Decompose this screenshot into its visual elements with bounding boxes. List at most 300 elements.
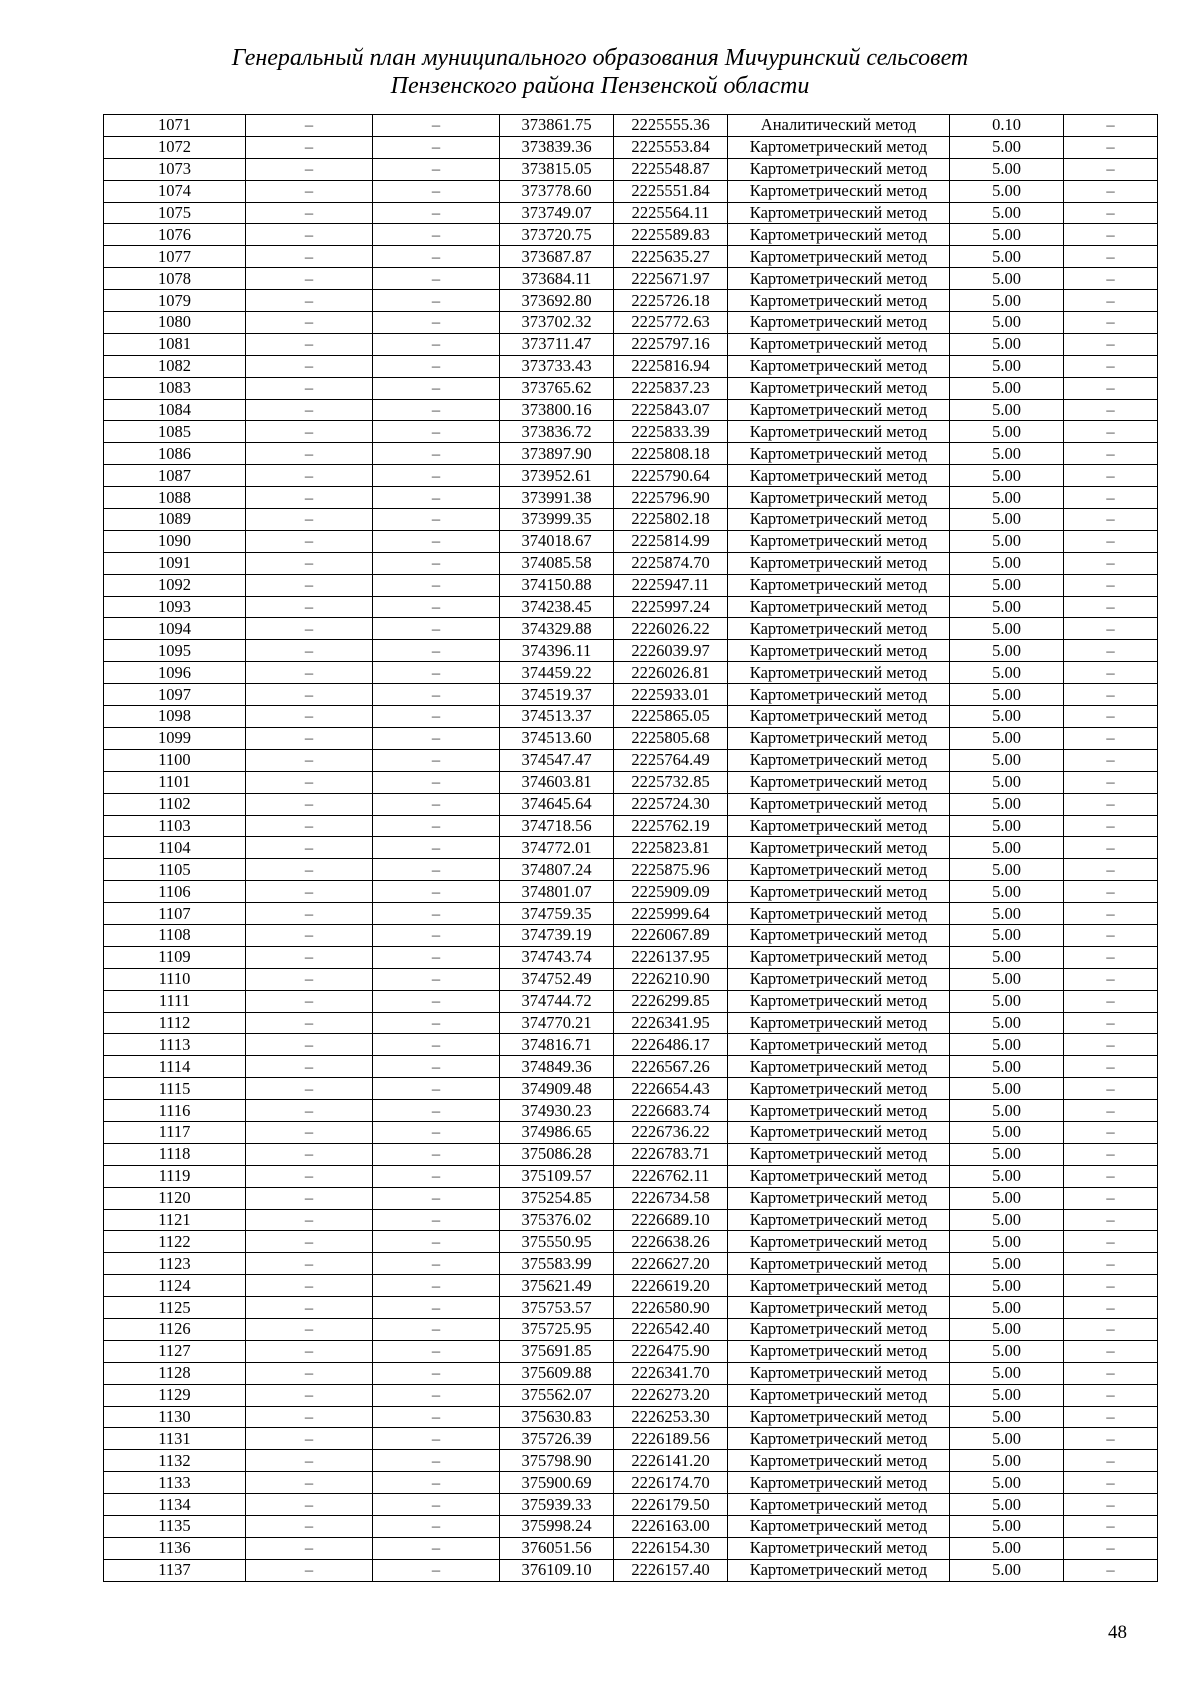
accuracy-cell: 5.00 <box>950 1406 1064 1428</box>
accuracy-cell: 5.00 <box>950 946 1064 968</box>
x-coordinate-cell: 375998.24 <box>500 1516 614 1538</box>
method-cell: Картометрический метод <box>728 706 950 728</box>
y-coordinate-cell: 2226736.22 <box>614 1121 728 1143</box>
empty-col8-cell: – <box>1064 333 1158 355</box>
x-coordinate-cell: 374743.74 <box>500 946 614 968</box>
table-row <box>104 903 1158 925</box>
method-cell: Картометрический метод <box>728 1472 950 1494</box>
point-number-cell: 1082 <box>104 355 246 377</box>
accuracy-cell: 5.00 <box>950 1121 1064 1143</box>
table-row <box>104 377 1158 399</box>
x-coordinate-cell: 374150.88 <box>500 574 614 596</box>
empty-col2-cell: – <box>246 640 373 662</box>
method-cell: Картометрический метод <box>728 684 950 706</box>
empty-col3-cell: – <box>373 115 500 137</box>
y-coordinate-cell: 2225732.85 <box>614 771 728 793</box>
point-number-cell: 1077 <box>104 246 246 268</box>
x-coordinate-cell: 375086.28 <box>500 1143 614 1165</box>
empty-col3-cell: – <box>373 1494 500 1516</box>
point-number-cell: 1079 <box>104 290 246 312</box>
point-number-cell: 1099 <box>104 727 246 749</box>
point-number-cell: 1126 <box>104 1318 246 1340</box>
y-coordinate-cell: 2225589.83 <box>614 224 728 246</box>
x-coordinate-cell: 374459.22 <box>500 662 614 684</box>
empty-col2-cell: – <box>246 158 373 180</box>
empty-col8-cell: – <box>1064 1231 1158 1253</box>
point-number-cell: 1123 <box>104 1253 246 1275</box>
point-number-cell: 1118 <box>104 1143 246 1165</box>
point-number-cell: 1127 <box>104 1340 246 1362</box>
point-number-cell: 1080 <box>104 312 246 334</box>
x-coordinate-cell: 374513.60 <box>500 727 614 749</box>
accuracy-cell: 5.00 <box>950 859 1064 881</box>
method-cell: Картометрический метод <box>728 1406 950 1428</box>
empty-col2-cell: – <box>246 377 373 399</box>
y-coordinate-cell: 2225762.19 <box>614 815 728 837</box>
method-cell: Картометрический метод <box>728 771 950 793</box>
point-number-cell: 1101 <box>104 771 246 793</box>
empty-col8-cell: – <box>1064 1450 1158 1472</box>
x-coordinate-cell: 375691.85 <box>500 1340 614 1362</box>
coordinates-table-container <box>103 114 1157 1582</box>
accuracy-cell: 5.00 <box>950 1034 1064 1056</box>
accuracy-cell: 5.00 <box>950 1428 1064 1450</box>
accuracy-cell: 5.00 <box>950 268 1064 290</box>
empty-col2-cell: – <box>246 1384 373 1406</box>
point-number-cell: 1091 <box>104 552 246 574</box>
empty-col2-cell: – <box>246 1340 373 1362</box>
method-cell: Картометрический метод <box>728 530 950 552</box>
empty-col8-cell: – <box>1064 530 1158 552</box>
empty-col3-cell: – <box>373 443 500 465</box>
point-number-cell: 1090 <box>104 530 246 552</box>
accuracy-cell: 5.00 <box>950 640 1064 662</box>
accuracy-cell: 5.00 <box>950 815 1064 837</box>
accuracy-cell: 5.00 <box>950 487 1064 509</box>
table-row <box>104 662 1158 684</box>
y-coordinate-cell: 2225837.23 <box>614 377 728 399</box>
empty-col3-cell: – <box>373 246 500 268</box>
accuracy-cell: 5.00 <box>950 1078 1064 1100</box>
point-number-cell: 1095 <box>104 640 246 662</box>
empty-col8-cell: – <box>1064 1143 1158 1165</box>
empty-col8-cell: – <box>1064 1362 1158 1384</box>
empty-col8-cell: – <box>1064 859 1158 881</box>
point-number-cell: 1089 <box>104 509 246 531</box>
empty-col2-cell: – <box>246 421 373 443</box>
empty-col2-cell: – <box>246 662 373 684</box>
empty-col2-cell: – <box>246 1516 373 1538</box>
y-coordinate-cell: 2226174.70 <box>614 1472 728 1494</box>
empty-col8-cell: – <box>1064 224 1158 246</box>
accuracy-cell: 5.00 <box>950 837 1064 859</box>
accuracy-cell: 5.00 <box>950 662 1064 684</box>
y-coordinate-cell: 2225947.11 <box>614 574 728 596</box>
empty-col3-cell: – <box>373 706 500 728</box>
accuracy-cell: 5.00 <box>950 443 1064 465</box>
x-coordinate-cell: 374759.35 <box>500 903 614 925</box>
table-row <box>104 596 1158 618</box>
table-row <box>104 859 1158 881</box>
y-coordinate-cell: 2225796.90 <box>614 487 728 509</box>
y-coordinate-cell: 2225805.68 <box>614 727 728 749</box>
empty-col3-cell: – <box>373 399 500 421</box>
y-coordinate-cell: 2226689.10 <box>614 1209 728 1231</box>
x-coordinate-cell: 374085.58 <box>500 552 614 574</box>
point-number-cell: 1075 <box>104 202 246 224</box>
x-coordinate-cell: 374739.19 <box>500 924 614 946</box>
table-row <box>104 421 1158 443</box>
table-row <box>104 640 1158 662</box>
table-row <box>104 618 1158 640</box>
y-coordinate-cell: 2225874.70 <box>614 552 728 574</box>
empty-col3-cell: – <box>373 1340 500 1362</box>
empty-col2-cell: – <box>246 990 373 1012</box>
empty-col2-cell: – <box>246 574 373 596</box>
empty-col8-cell: – <box>1064 290 1158 312</box>
empty-col3-cell: – <box>373 793 500 815</box>
y-coordinate-cell: 2226783.71 <box>614 1143 728 1165</box>
method-cell: Картометрический метод <box>728 399 950 421</box>
empty-col3-cell: – <box>373 268 500 290</box>
empty-col8-cell: – <box>1064 1187 1158 1209</box>
empty-col8-cell: – <box>1064 1100 1158 1122</box>
table-row <box>104 924 1158 946</box>
empty-col3-cell: – <box>373 684 500 706</box>
table-row <box>104 1494 1158 1516</box>
method-cell: Картометрический метод <box>728 355 950 377</box>
method-cell: Картометрический метод <box>728 224 950 246</box>
empty-col3-cell: – <box>373 1362 500 1384</box>
empty-col8-cell: – <box>1064 1078 1158 1100</box>
accuracy-cell: 5.00 <box>950 1559 1064 1581</box>
method-cell: Картометрический метод <box>728 1318 950 1340</box>
table-row <box>104 574 1158 596</box>
point-number-cell: 1096 <box>104 662 246 684</box>
method-cell: Картометрический метод <box>728 377 950 399</box>
point-number-cell: 1105 <box>104 859 246 881</box>
table-row <box>104 1406 1158 1428</box>
x-coordinate-cell: 373800.16 <box>500 399 614 421</box>
table-row <box>104 1384 1158 1406</box>
empty-col8-cell: – <box>1064 596 1158 618</box>
x-coordinate-cell: 374909.48 <box>500 1078 614 1100</box>
table-row <box>104 465 1158 487</box>
empty-col2-cell: – <box>246 815 373 837</box>
empty-col8-cell: – <box>1064 793 1158 815</box>
point-number-cell: 1103 <box>104 815 246 837</box>
x-coordinate-cell: 373684.11 <box>500 268 614 290</box>
empty-col8-cell: – <box>1064 1559 1158 1581</box>
x-coordinate-cell: 373815.05 <box>500 158 614 180</box>
x-coordinate-cell: 375725.95 <box>500 1318 614 1340</box>
point-number-cell: 1107 <box>104 903 246 925</box>
y-coordinate-cell: 2225875.96 <box>614 859 728 881</box>
table-row <box>104 1078 1158 1100</box>
point-number-cell: 1094 <box>104 618 246 640</box>
y-coordinate-cell: 2225933.01 <box>614 684 728 706</box>
empty-col2-cell: – <box>246 1559 373 1581</box>
accuracy-cell: 5.00 <box>950 1384 1064 1406</box>
empty-col3-cell: – <box>373 574 500 596</box>
x-coordinate-cell: 374986.65 <box>500 1121 614 1143</box>
table-row <box>104 552 1158 574</box>
empty-col3-cell: – <box>373 1253 500 1275</box>
point-number-cell: 1131 <box>104 1428 246 1450</box>
accuracy-cell: 5.00 <box>950 333 1064 355</box>
point-number-cell: 1135 <box>104 1516 246 1538</box>
empty-col2-cell: – <box>246 1209 373 1231</box>
accuracy-cell: 5.00 <box>950 1275 1064 1297</box>
accuracy-cell: 5.00 <box>950 684 1064 706</box>
table-row <box>104 115 1158 137</box>
y-coordinate-cell: 2226341.95 <box>614 1012 728 1034</box>
point-number-cell: 1137 <box>104 1559 246 1581</box>
x-coordinate-cell: 374718.56 <box>500 815 614 837</box>
empty-col8-cell: – <box>1064 946 1158 968</box>
y-coordinate-cell: 2225999.64 <box>614 903 728 925</box>
empty-col3-cell: – <box>373 1078 500 1100</box>
x-coordinate-cell: 374752.49 <box>500 968 614 990</box>
empty-col8-cell: – <box>1064 749 1158 771</box>
point-number-cell: 1092 <box>104 574 246 596</box>
table-row <box>104 1253 1158 1275</box>
accuracy-cell: 5.00 <box>950 246 1064 268</box>
x-coordinate-cell: 375550.95 <box>500 1231 614 1253</box>
method-cell: Картометрический метод <box>728 1559 950 1581</box>
empty-col2-cell: – <box>246 1231 373 1253</box>
accuracy-cell: 5.00 <box>950 1165 1064 1187</box>
x-coordinate-cell: 375562.07 <box>500 1384 614 1406</box>
method-cell: Картометрический метод <box>728 859 950 881</box>
table-row <box>104 1100 1158 1122</box>
point-number-cell: 1124 <box>104 1275 246 1297</box>
empty-col2-cell: – <box>246 881 373 903</box>
y-coordinate-cell: 2226627.20 <box>614 1253 728 1275</box>
empty-col2-cell: – <box>246 946 373 968</box>
table-row <box>104 706 1158 728</box>
empty-col2-cell: – <box>246 1078 373 1100</box>
y-coordinate-cell: 2226210.90 <box>614 968 728 990</box>
x-coordinate-cell: 374238.45 <box>500 596 614 618</box>
method-cell: Картометрический метод <box>728 1121 950 1143</box>
empty-col8-cell: – <box>1064 1253 1158 1275</box>
empty-col3-cell: – <box>373 1034 500 1056</box>
table-row <box>104 158 1158 180</box>
accuracy-cell: 5.00 <box>950 465 1064 487</box>
accuracy-cell: 5.00 <box>950 1340 1064 1362</box>
accuracy-cell: 5.00 <box>950 771 1064 793</box>
empty-col3-cell: – <box>373 749 500 771</box>
method-cell: Картометрический метод <box>728 1056 950 1078</box>
accuracy-cell: 5.00 <box>950 749 1064 771</box>
point-number-cell: 1102 <box>104 793 246 815</box>
empty-col2-cell: – <box>246 1297 373 1319</box>
x-coordinate-cell: 375583.99 <box>500 1253 614 1275</box>
accuracy-cell: 5.00 <box>950 1318 1064 1340</box>
empty-col2-cell: – <box>246 136 373 158</box>
table-row <box>104 749 1158 771</box>
empty-col2-cell: – <box>246 333 373 355</box>
empty-col8-cell: – <box>1064 115 1158 137</box>
empty-col2-cell: – <box>246 268 373 290</box>
empty-col3-cell: – <box>373 662 500 684</box>
table-row <box>104 1516 1158 1538</box>
point-number-cell: 1128 <box>104 1362 246 1384</box>
y-coordinate-cell: 2225802.18 <box>614 509 728 531</box>
accuracy-cell: 5.00 <box>950 355 1064 377</box>
x-coordinate-cell: 374018.67 <box>500 530 614 552</box>
accuracy-cell: 5.00 <box>950 793 1064 815</box>
y-coordinate-cell: 2225808.18 <box>614 443 728 465</box>
accuracy-cell: 5.00 <box>950 1537 1064 1559</box>
accuracy-cell: 5.00 <box>950 1187 1064 1209</box>
table-row <box>104 290 1158 312</box>
empty-col3-cell: – <box>373 837 500 859</box>
x-coordinate-cell: 375939.33 <box>500 1494 614 1516</box>
x-coordinate-cell: 375753.57 <box>500 1297 614 1319</box>
accuracy-cell: 5.00 <box>950 727 1064 749</box>
empty-col3-cell: – <box>373 990 500 1012</box>
empty-col8-cell: – <box>1064 618 1158 640</box>
table-row <box>104 246 1158 268</box>
empty-col2-cell: – <box>246 859 373 881</box>
empty-col8-cell: – <box>1064 924 1158 946</box>
method-cell: Картометрический метод <box>728 1450 950 1472</box>
empty-col8-cell: – <box>1064 1165 1158 1187</box>
accuracy-cell: 5.00 <box>950 924 1064 946</box>
y-coordinate-cell: 2226179.50 <box>614 1494 728 1516</box>
method-cell: Картометрический метод <box>728 1297 950 1319</box>
x-coordinate-cell: 373861.75 <box>500 115 614 137</box>
method-cell: Картометрический метод <box>728 1253 950 1275</box>
empty-col3-cell: – <box>373 1318 500 1340</box>
x-coordinate-cell: 374772.01 <box>500 837 614 859</box>
empty-col8-cell: – <box>1064 1494 1158 1516</box>
empty-col2-cell: – <box>246 968 373 990</box>
empty-col2-cell: – <box>246 224 373 246</box>
empty-col2-cell: – <box>246 771 373 793</box>
method-cell: Картометрический метод <box>728 903 950 925</box>
y-coordinate-cell: 2226638.26 <box>614 1231 728 1253</box>
y-coordinate-cell: 2225816.94 <box>614 355 728 377</box>
accuracy-cell: 5.00 <box>950 1516 1064 1538</box>
empty-col8-cell: – <box>1064 881 1158 903</box>
empty-col2-cell: – <box>246 1100 373 1122</box>
y-coordinate-cell: 2226734.58 <box>614 1187 728 1209</box>
point-number-cell: 1087 <box>104 465 246 487</box>
method-cell: Картометрический метод <box>728 1209 950 1231</box>
y-coordinate-cell: 2225726.18 <box>614 290 728 312</box>
y-coordinate-cell: 2226026.81 <box>614 662 728 684</box>
point-number-cell: 1132 <box>104 1450 246 1472</box>
accuracy-cell: 5.00 <box>950 136 1064 158</box>
empty-col3-cell: – <box>373 924 500 946</box>
method-cell: Картометрический метод <box>728 1187 950 1209</box>
header-title-line1: Генеральный план муниципального образования Мичуринский сельсовет <box>231 45 969 71</box>
y-coordinate-cell: 2225790.64 <box>614 465 728 487</box>
empty-col8-cell: – <box>1064 1384 1158 1406</box>
table-row <box>104 1187 1158 1209</box>
x-coordinate-cell: 376051.56 <box>500 1537 614 1559</box>
y-coordinate-cell: 2226189.56 <box>614 1428 728 1450</box>
empty-col2-cell: – <box>246 749 373 771</box>
x-coordinate-cell: 374519.37 <box>500 684 614 706</box>
empty-col8-cell: – <box>1064 1056 1158 1078</box>
empty-col3-cell: – <box>373 355 500 377</box>
empty-col3-cell: – <box>373 1559 500 1581</box>
y-coordinate-cell: 2226619.20 <box>614 1275 728 1297</box>
y-coordinate-cell: 2225797.16 <box>614 333 728 355</box>
point-number-cell: 1106 <box>104 881 246 903</box>
empty-col8-cell: – <box>1064 1209 1158 1231</box>
accuracy-cell: 5.00 <box>950 990 1064 1012</box>
point-number-cell: 1073 <box>104 158 246 180</box>
empty-col3-cell: – <box>373 158 500 180</box>
y-coordinate-cell: 2225823.81 <box>614 837 728 859</box>
y-coordinate-cell: 2226654.43 <box>614 1078 728 1100</box>
empty-col2-cell: – <box>246 1406 373 1428</box>
y-coordinate-cell: 2225843.07 <box>614 399 728 421</box>
empty-col3-cell: – <box>373 1231 500 1253</box>
table-row <box>104 224 1158 246</box>
empty-col8-cell: – <box>1064 903 1158 925</box>
x-coordinate-cell: 373897.90 <box>500 443 614 465</box>
method-cell: Картометрический метод <box>728 246 950 268</box>
empty-col2-cell: – <box>246 399 373 421</box>
table-row <box>104 1340 1158 1362</box>
empty-col8-cell: – <box>1064 1275 1158 1297</box>
empty-col8-cell: – <box>1064 684 1158 706</box>
method-cell: Аналитический метод <box>728 115 950 137</box>
table-row <box>104 1297 1158 1319</box>
accuracy-cell: 5.00 <box>950 881 1064 903</box>
empty-col3-cell: – <box>373 618 500 640</box>
point-number-cell: 1116 <box>104 1100 246 1122</box>
empty-col8-cell: – <box>1064 990 1158 1012</box>
empty-col3-cell: – <box>373 771 500 793</box>
point-number-cell: 1134 <box>104 1494 246 1516</box>
table-row <box>104 684 1158 706</box>
method-cell: Картометрический метод <box>728 815 950 837</box>
y-coordinate-cell: 2225564.11 <box>614 202 728 224</box>
accuracy-cell: 5.00 <box>950 224 1064 246</box>
y-coordinate-cell: 2226154.30 <box>614 1537 728 1559</box>
method-cell: Картометрический метод <box>728 640 950 662</box>
accuracy-cell: 5.00 <box>950 530 1064 552</box>
method-cell: Картометрический метод <box>728 333 950 355</box>
table-row <box>104 727 1158 749</box>
point-number-cell: 1100 <box>104 749 246 771</box>
x-coordinate-cell: 374930.23 <box>500 1100 614 1122</box>
empty-col2-cell: – <box>246 509 373 531</box>
empty-col2-cell: – <box>246 552 373 574</box>
point-number-cell: 1136 <box>104 1537 246 1559</box>
accuracy-cell: 5.00 <box>950 1231 1064 1253</box>
point-number-cell: 1078 <box>104 268 246 290</box>
table-row <box>104 1056 1158 1078</box>
empty-col3-cell: – <box>373 859 500 881</box>
empty-col2-cell: – <box>246 1472 373 1494</box>
empty-col3-cell: – <box>373 1121 500 1143</box>
empty-col3-cell: – <box>373 421 500 443</box>
accuracy-cell: 5.00 <box>950 399 1064 421</box>
method-cell: Картометрический метод <box>728 1362 950 1384</box>
method-cell: Картометрический метод <box>728 1012 950 1034</box>
empty-col2-cell: – <box>246 115 373 137</box>
empty-col2-cell: – <box>246 1012 373 1034</box>
y-coordinate-cell: 2226475.90 <box>614 1340 728 1362</box>
